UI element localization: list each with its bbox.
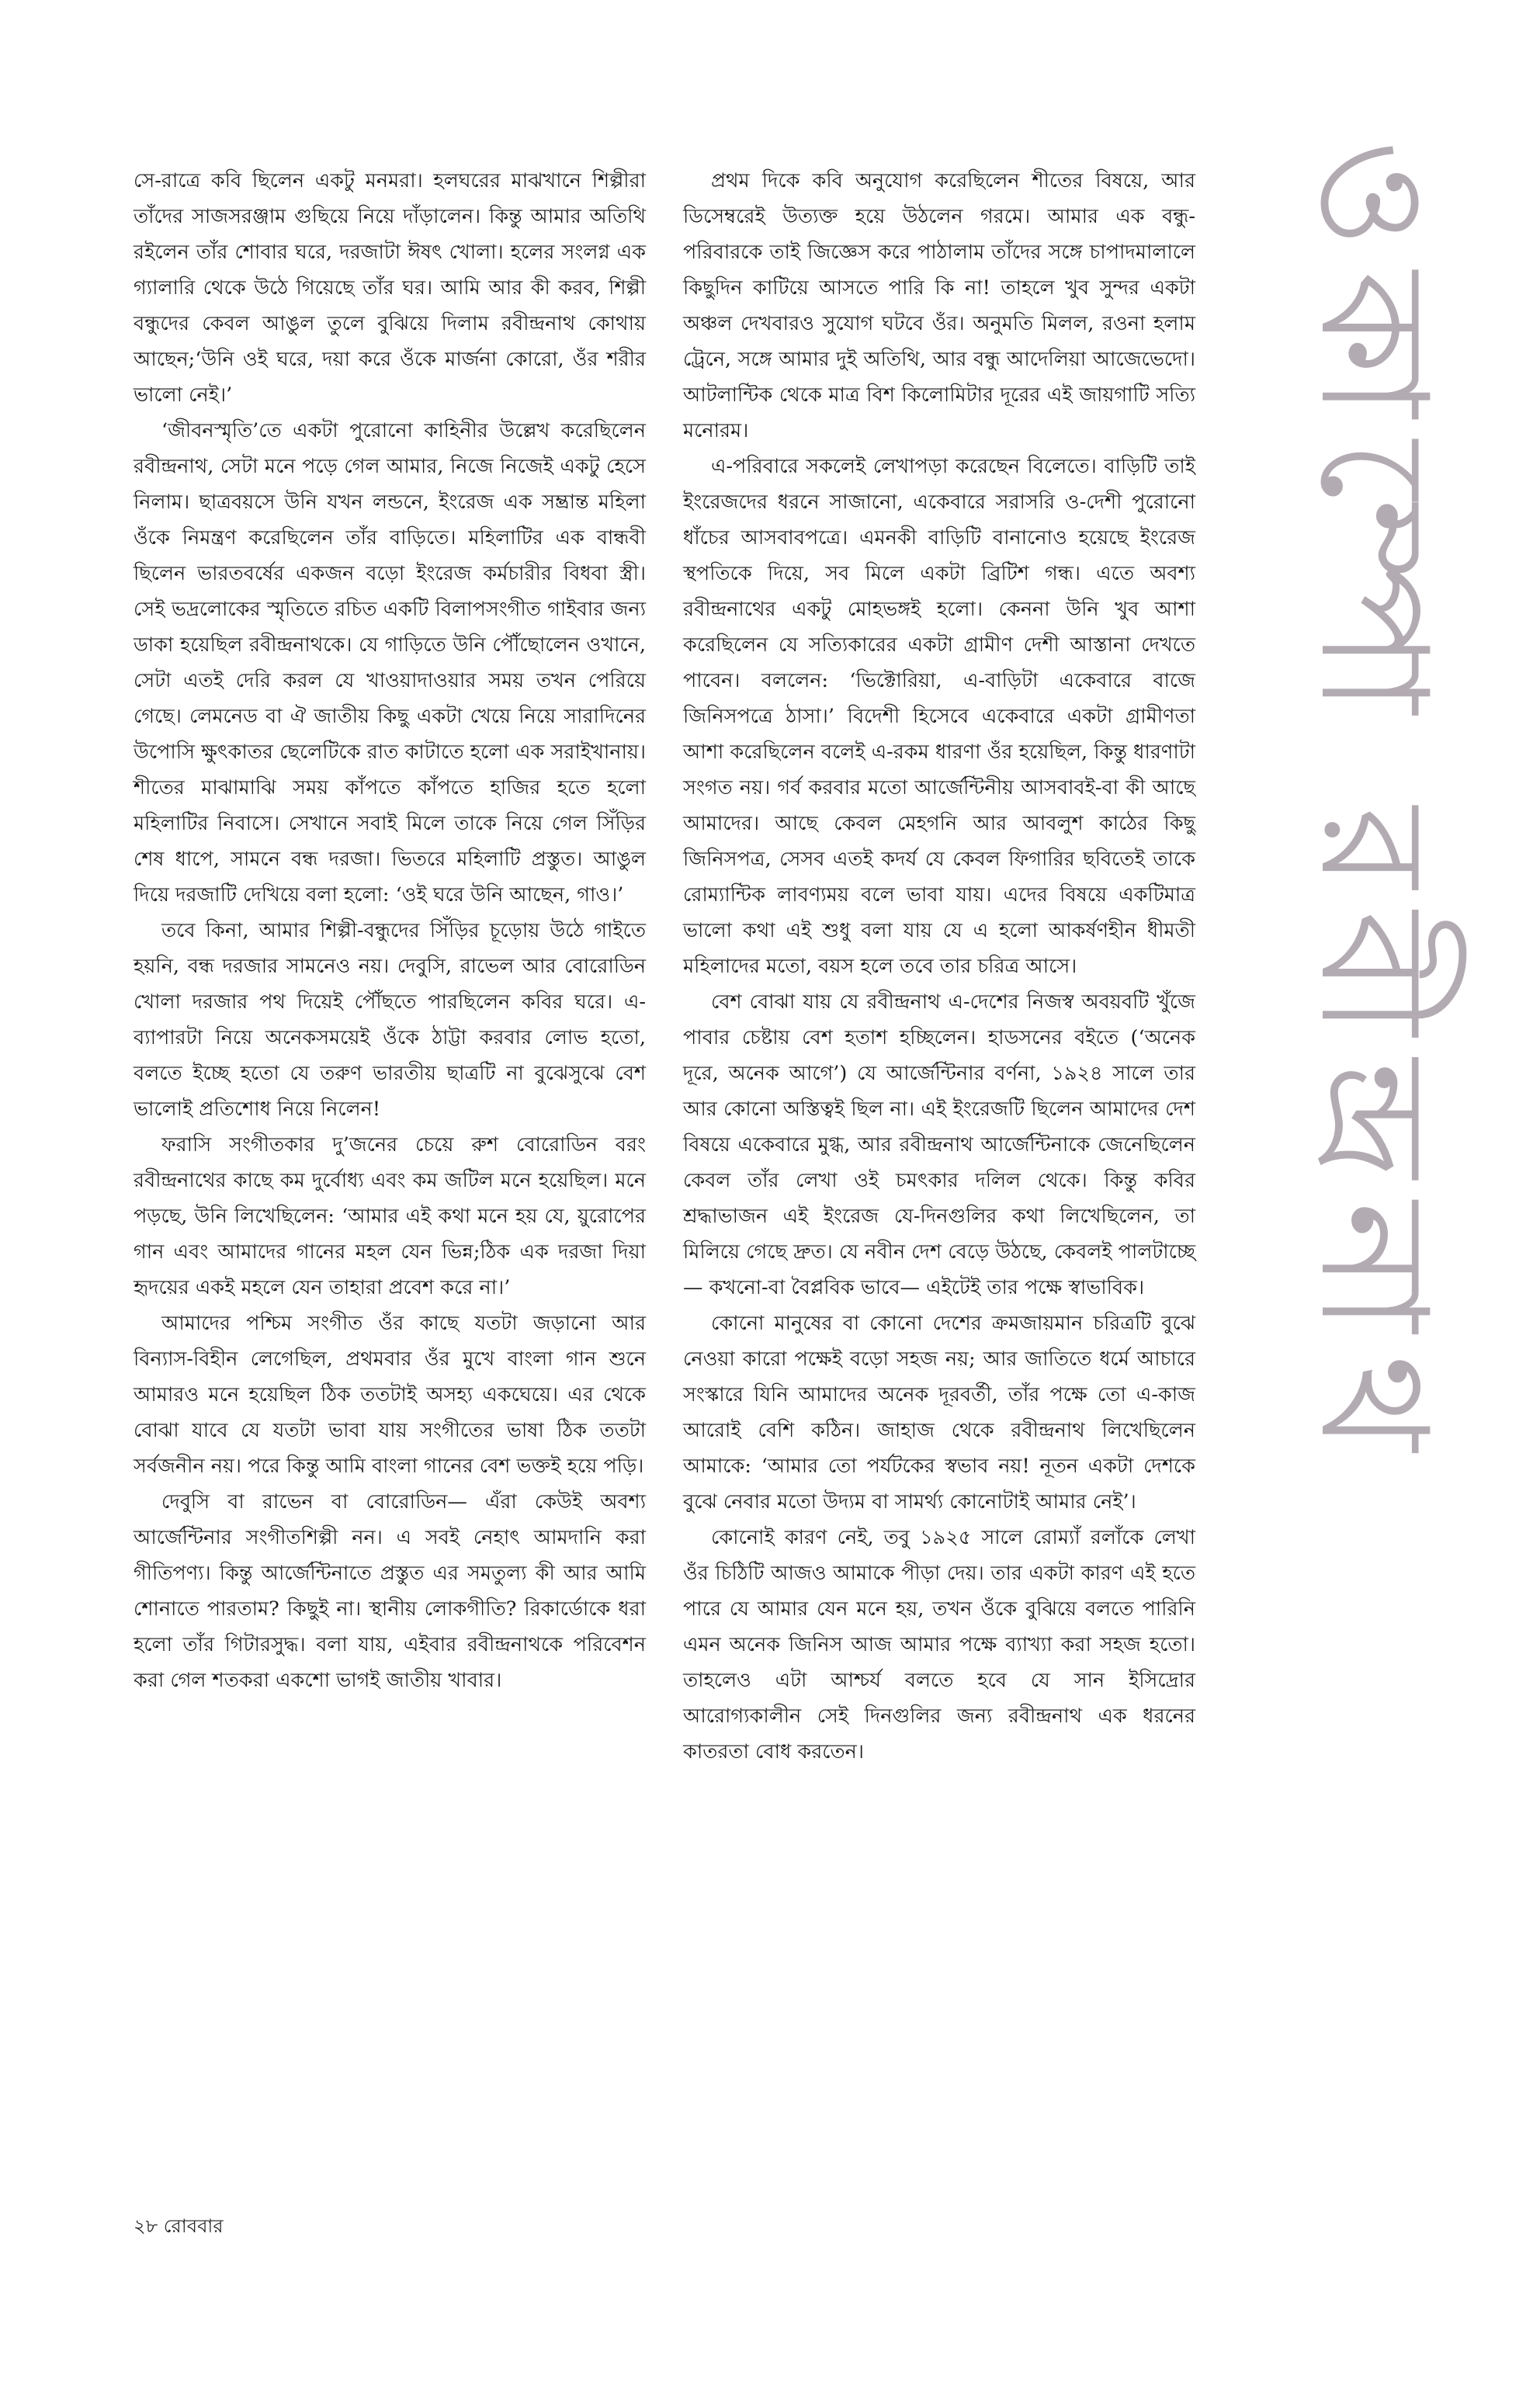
margin-calligraphy: [1214, 93, 1540, 2375]
calligraphy-graphic: [1214, 93, 1540, 2375]
right-paragraph-2: এ-পরিবারে সকলেই লেখাপড়া করেছেন বিলেতে। বাড়িটি তাই ইংরেজদের ধরনে সাজানো, একেবারে সরাসরি ও-দেশী পুরোনো ধাঁচের আসবাবপত্রে। এমনকী বাড়িটি বানানোও হয়েছে ইংরেজ স্থপতিকে দিয়ে, সব মিলে একটা ব্রিটিশ গন্ধ। এতে অবশ্য রবীন্দ্রনাথের একটু মোহভঙ্গই হলো। কেননা উনি খুব আশা করেছিলেন যে সত্যিকারের একটা গ্রামীণ দেশী আস্তানা দেখতে পাবেন। বললেন: ‘ভিক্টোরিয়া, এ-বাড়িটা একেবারে বাজে জিনিসপত্রে ঠাসা।’ বিদেশী হিসেবে একেবারে একটা গ্রামীণতা আশা করেছিলেন বলেই এ-রকম ধারণা ওঁর হয়েছিল, কিন্তু ধারণাটা সংগত নয়। গর্ব করবার মতো আর্জেন্টিনীয় আসবাবই-বা কী আছে আমাদের। আছে কেবল মেহগনি আর আবলুশ কাঠের কিছু জিনিসপত্র, সেসব এতই কদর্য যে কেবল ফিগারির ছবিতেই তাকে রোম্যান্টিক লাবণ্যময় বলে ভাবা যায়। এদের বিষয়ে একটিমাত্র ভালো কথা এই শুধু বলা যায় যে এ হলো আকর্ষণহীন ধীমতী মহিলাদের মতো, বয়স হলে তবে তার চরিত্র আসে।: [683, 455, 1195, 978]
calligraphy-text: ওকাম্পো রবীন্দ্রনাথ: [1288, 140, 1459, 1475]
right-column: [683, 163, 1195, 1770]
left-paragraph-3: তবে কিনা, আমার শিল্পী-বন্ধুদের সিঁড়ির চূড়োয় উঠে গাইতে হয়নি, বন্ধ দরজার সামনেও নয়। দেবুসি, রাভেল আর বোরোডিন খোলা দরজার পথ দিয়েই পৌঁছতে পারছিলেন কবির ঘরে। এ-ব্যাপারটা নিয়ে অনেকসময়েই ওঁকে ঠাট্টা করবার লোভ হতো, বলতে ইচ্ছে হতো যে তরুণ ভারতীয় ছাত্রটি না বুঝেসুঝে বেশ ভালোই প্রতিশোধ নিয়ে নিলেন!: [134, 919, 646, 1121]
right-paragraph-4: কোনো মানুষের বা কোনো দেশের ক্রমজায়মান চরিত্রটি বুঝে নেওয়া কারো পক্ষেই বড়ো সহজ নয়; আর জাতিতে ধর্মে আচারে সংস্কারে যিনি আমাদের অনেক দূরবর্তী, তাঁর পক্ষে তো এ-কাজ আরোই বেশি কঠিন। জাহাজ থেকে রবীন্দ্রনাথ লিখেছিলেন আমাকে: ‘আমার তো পর্যটকের স্বভাব নয়! নূতন একটা দেশকে বুঝে নেবার মতো উদ্যম বা সামর্থ্য কোনোটাই আমার নেই’।: [683, 1312, 1195, 1514]
page-footer: ২৮ রোববার: [134, 2215, 224, 2237]
left-paragraph-6: দেবুসি বা রাভেন বা বোরোডিন— এঁরা কেউই অবশ্য আর্জেন্টিনার সংগীতশিল্পী নন। এ সবই নেহাৎ আমদানি করা গীতিপণ্য। কিন্তু আর্জেন্টিনাতে প্রস্তুত এর সমতুল্য কী আর আমি শোনাতে পারতাম? কিছুই না। স্থানীয় লোকগীতি? রিকার্ডোকে ধরা হলো তাঁর গিটারসুদ্ধ। বলা যায়, এইবার রবীন্দ্রনাথকে পরিবেশন করা গেল শতকরা একশো ভাগই জাতীয় খাবার।: [134, 1490, 646, 1692]
right-paragraph-5: কোনোই কারণ নেই, তবু ১৯২৫ সালে রোম্যাঁ রলাঁকে লেখা ওঁর চিঠিটি আজও আমাকে পীড়া দেয়। তার একটা কারণ এই হতে পারে যে আমার যেন মনে হয়, তখন ওঁকে বুঝিয়ে বলতে পারিনি এমন অনেক জিনিস আজ আমার পক্ষে ব্যাখ্যা করা সহজ হতো। তাহলেও এটা আশ্চর্য বলতে হবে যে সান ইসিদ্রোর আরোগ্যকালীন সেই দিনগুলির জন্য রবীন্দ্রনাথ এক ধরনের কাতরতা বোধ করতেন।: [683, 1526, 1195, 1764]
left-paragraph-4: ফরাসি সংগীতকার দু’জনের চেয়ে রুশ বোরোডিন বরং রবীন্দ্রনাথের কাছে কম দুর্বোধ্য এবং কম জটিল মনে হয়েছিল। মনে পড়ছে, উনি লিখেছিলেন: ‘আমার এই কথা মনে হয় যে, য়ুরোপের গান এবং আমাদের গানের মহল যেন ভিন্ন;ঠিক এক দরজা দিয়া হৃদয়ের একই মহলে যেন তাহারা প্রবেশ করে না।’: [134, 1133, 646, 1299]
left-column: [134, 163, 646, 1698]
right-paragraph-1: প্রথম দিকে কবি অনুযোগ করেছিলেন শীতের বিষয়ে, আর ডিসেম্বরেই উত্যক্ত হয়ে উঠলেন গরমে। আমার এক বন্ধু-পরিবারকে তাই জিজ্ঞেস করে পাঠালাম তাঁদের সঙ্গে চাপাদমালালে কিছুদিন কাটিয়ে আসতে পারি কি না! তাহলে খুব সুন্দর একটা অঞ্চল দেখবারও সুযোগ ঘটবে ওঁর। অনুমতি মিলল, রওনা হলাম ট্রেনে, সঙ্গে আমার দুই অতিথি, আর বন্ধু আদেলিয়া আজেভেদো। আটলান্টিক থেকে মাত্র বিশ কিলোমিটার দূরের এই জায়গাটি সত্যি মনোরম।: [683, 169, 1195, 442]
right-paragraph-3: বেশ বোঝা যায় যে রবীন্দ্রনাথ এ-দেশের নিজস্ব অবয়বটি খুঁজে পাবার চেষ্টায় বেশ হতাশ হচ্ছিলেন। হাডসনের বইতে (‘অনেক দূরে, অনেক আগে’) যে আর্জেন্টিনার বর্ণনা, ১৯২৪ সালে তার আর কোনো অস্তিত্বই ছিল না। এই ইংরেজটি ছিলেন আমাদের দেশ বিষয়ে একেবারে মুগ্ধ, আর রবীন্দ্রনাথ আর্জেন্টিনাকে জেনেছিলেন কেবল তাঁর লেখা ওই চমৎকার দলিল থেকে। কিন্তু কবির শ্রদ্ধাভাজন এই ইংরেজ যে-দিনগুলির কথা লিখেছিলেন, তা মিলিয়ে গেছে দ্রুত। যে নবীন দেশ বেড়ে উঠছে, কেবলই পালটাচ্ছে— কখনো-বা বৈপ্লবিক ভাবে— এইটেই তার পক্ষে স্বাভাবিক।: [683, 990, 1195, 1299]
left-paragraph-5: আমাদের পশ্চিম সংগীত ওঁর কাছে যতটা জড়ানো আর বিন্যাস-বিহীন লেগেছিল, প্রথমবার ওঁর মুখে বাংলা গান শুনে আমারও মনে হয়েছিল ঠিক ততটাই অসহ্য একঘেয়ে। এর থেকে বোঝা যাবে যে যতটা ভাবা যায় সংগীতের ভাষা ঠিক ততটা সর্বজনীন নয়। পরে কিন্তু আমি বাংলা গানের বেশ ভক্তই হয়ে পড়ি।: [134, 1312, 646, 1478]
left-paragraph-1: সে-রাত্রে কবি ছিলেন একটু মনমরা। হলঘরের মাঝখানে শিল্পীরা তাঁদের সাজসরঞ্জাম গুছিয়ে নিয়ে দাঁড়ালেন। কিন্তু আমার অতিথি রইলেন তাঁর শোবার ঘরে, দরজাটা ঈষৎ খোলা। হলের সংলগ্ন এক গ্যালারি থেকে উঠে গিয়েছে তাঁর ঘর। আমি আর কী করব, শিল্পী বন্ধুদের কেবল আঙুল তুলে বুঝিয়ে দিলাম রবীন্দ্রনাথ কোথায় আছেন;‘উনি ওই ঘরে, দয়া করে ওঁকে মার্জনা কোরো, ওঁর শরীর ভালো নেই।’: [134, 169, 646, 407]
left-paragraph-2: ‘জীবনস্মৃতি’তে একটা পুরোনো কাহিনীর উল্লেখ করেছিলেন রবীন্দ্রনাথ, সেটা মনে পড়ে গেল আমার, নিজে নিজেই একটু হেসে নিলাম। ছাত্রবয়সে উনি যখন লন্ডনে, ইংরেজ এক সম্ভ্রান্ত মহিলা ওঁকে নিমন্ত্রণ করেছিলেন তাঁর বাড়িতে। মহিলাটির এক বান্ধবী ছিলেন ভারতবর্ষের একজন বড়ো ইংরেজ কর্মচারীর বিধবা স্ত্রী। সেই ভদ্রলোকের স্মৃতিতে রচিত একটি বিলাপসংগীত গাইবার জন্য ডাকা হয়েছিল রবীন্দ্রনাথকে। যে গাড়িতে উনি পৌঁছোলেন ওখানে, সেটা এতই দেরি করল যে খাওয়াদাওয়ার সময় তখন পেরিয়ে গেছে। লেমনেড বা ঐ জাতীয় কিছু একটা খেয়ে নিয়ে সারাদিনের উপোসি ক্ষুৎকাতর ছেলেটিকে রাত কাটাতে হলো এক সরাইখানায়। শীতের মাঝামাঝি সময় কাঁপতে কাঁপতে হাজির হতে হলো মহিলাটির নিবাসে। সেখানে সবাই মিলে তাকে নিয়ে গেল সিঁড়ির শেষ ধাপে, সামনে বন্ধ দরজা। ভিতরে মহিলাটি প্রস্তুত। আঙুল দিয়ে দরজাটি দেখিয়ে বলা হলো: ‘ওই ঘরে উনি আছেন, গাও।’: [134, 419, 646, 907]
